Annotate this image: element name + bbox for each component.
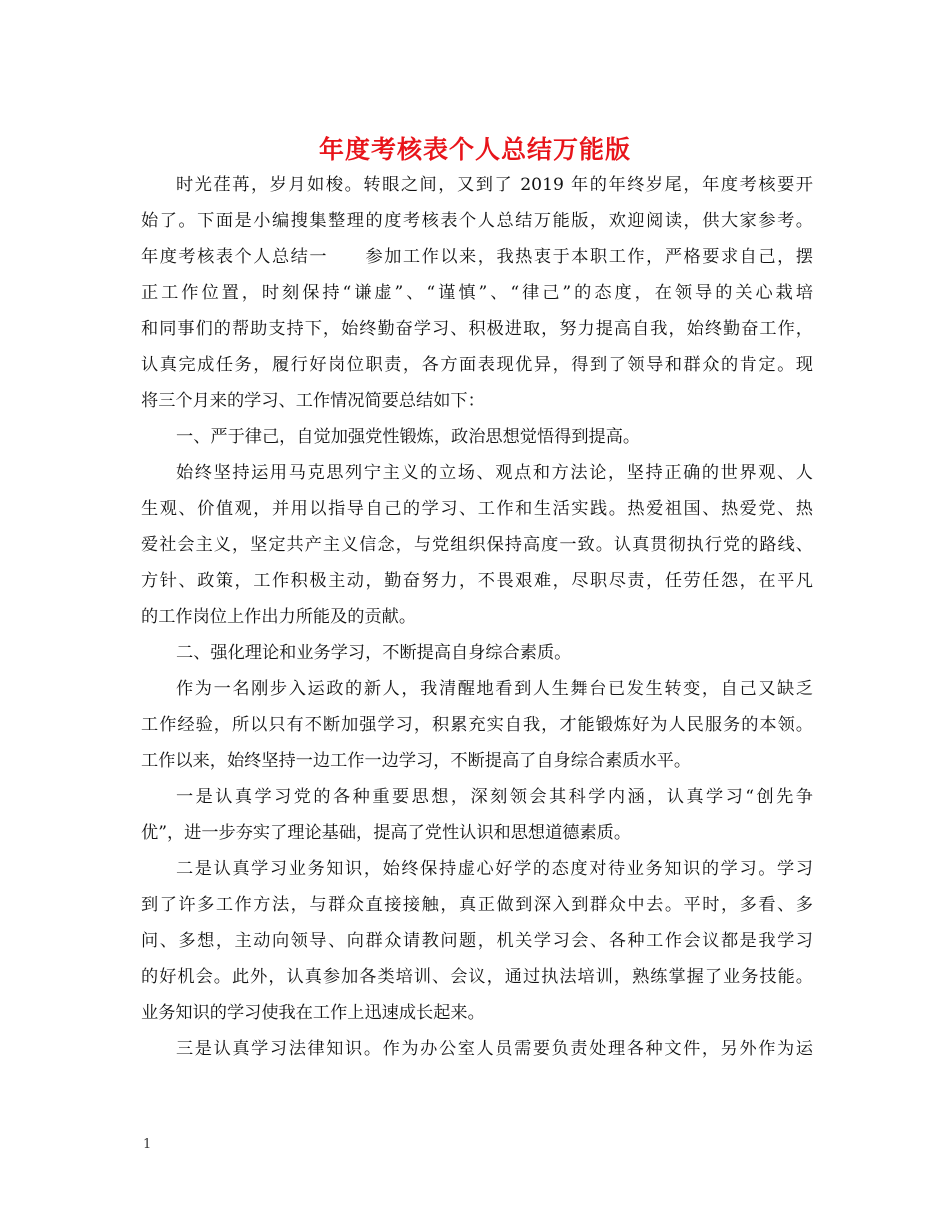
body-line: 始终坚持运用马克思列宁主义的立场、观点和方法论，坚持正确的世界观、人 [176,463,813,483]
body-line: 将三个月来的学习、工作情况简要总结如下： [141,391,485,411]
body-line: 到了许多工作方法，与群众直接接触，真正做到深入到群众中去。平时，多看、多 [141,895,813,915]
section-heading: 二、强化理论和业务学习，不断提高自身综合素质。 [176,643,572,663]
body-line: 的工作岗位上作出力所能及的贡献。 [141,607,417,627]
body-line: 正工作位置，时刻保持“谦虚”、“谨慎”、“律己”的态度，在领导的关心栽培 [141,283,813,303]
body-line: 工作经验，所以只有不断加强学习，积累充实自我，才能锻炼好为人民服务的本领。 [141,715,813,735]
body-line: 问、多想，主动向领导、向群众请教问题，机关学习会、各种工作会议都是我学习 [141,931,813,951]
body-line: 一是认真学习党的各种重要思想，深刻领会其科学内涵，认真学习“创先争 [176,787,813,807]
body-line: 业务知识的学习使我在工作上迅速成长起来。 [141,1003,485,1023]
body-line: 生观、价值观，并用以指导自己的学习、工作和生活实践。热爱祖国、热爱党、热 [141,499,813,519]
body-line: 的好机会。此外，认真参加各类培训、会议，通过执法培训，熟练掌握了业务技能。 [141,967,813,987]
body-line: 认真完成任务，履行好岗位职责，各方面表现优异，得到了领导和群众的肯定。现 [141,355,813,375]
body-line: 爱社会主义，坚定共产主义信念，与党组织保持高度一致。认真贯彻执行党的路线、 [141,535,813,555]
body-line: 作为一名刚步入运政的新人，我清醒地看到人生舞台已发生转变，自己又缺乏 [176,679,813,699]
body-line: 优”，进一步夯实了理论基础，提高了党性认识和思想道德素质。 [141,823,632,843]
section-heading: 一、严于律己，自觉加强党性锻炼，政治思想觉悟得到提高。 [176,427,641,447]
body-line: 和同事们的帮助支持下，始终勤奋学习、积极进取，努力提高自我，始终勤奋工作， [141,319,813,339]
body-line: 年度考核表个人总结一 参加工作以来，我热衷于本职工作，严格要求自己，摆 [141,247,813,267]
body-line: 时光荏苒，岁月如梭。转眼之间，又到了 2019 年的年终岁尾，年度考核要开 [176,175,813,195]
document-title: 年度考核表个人总结万能版 [318,135,631,164]
body-line: 三是认真学习法律知识。作为办公室人员需要负责处理各种文件，另外作为运 [176,1039,813,1059]
body-line: 工作以来，始终坚持一边工作一边学习，不断提高了自身综合素质水平。 [141,751,692,771]
body-line: 二是认真学习业务知识，始终保持虚心好学的态度对待业务知识的学习。学习 [176,859,813,879]
body-line: 始了。下面是小编搜集整理的度考核表个人总结万能版，欢迎阅读，供大家参考。 [141,211,813,231]
page-number: 1 [143,1137,152,1152]
body-line: 方针、政策，工作积极主动，勤奋努力，不畏艰难，尽职尽责，任劳任怨，在平凡 [141,571,813,591]
